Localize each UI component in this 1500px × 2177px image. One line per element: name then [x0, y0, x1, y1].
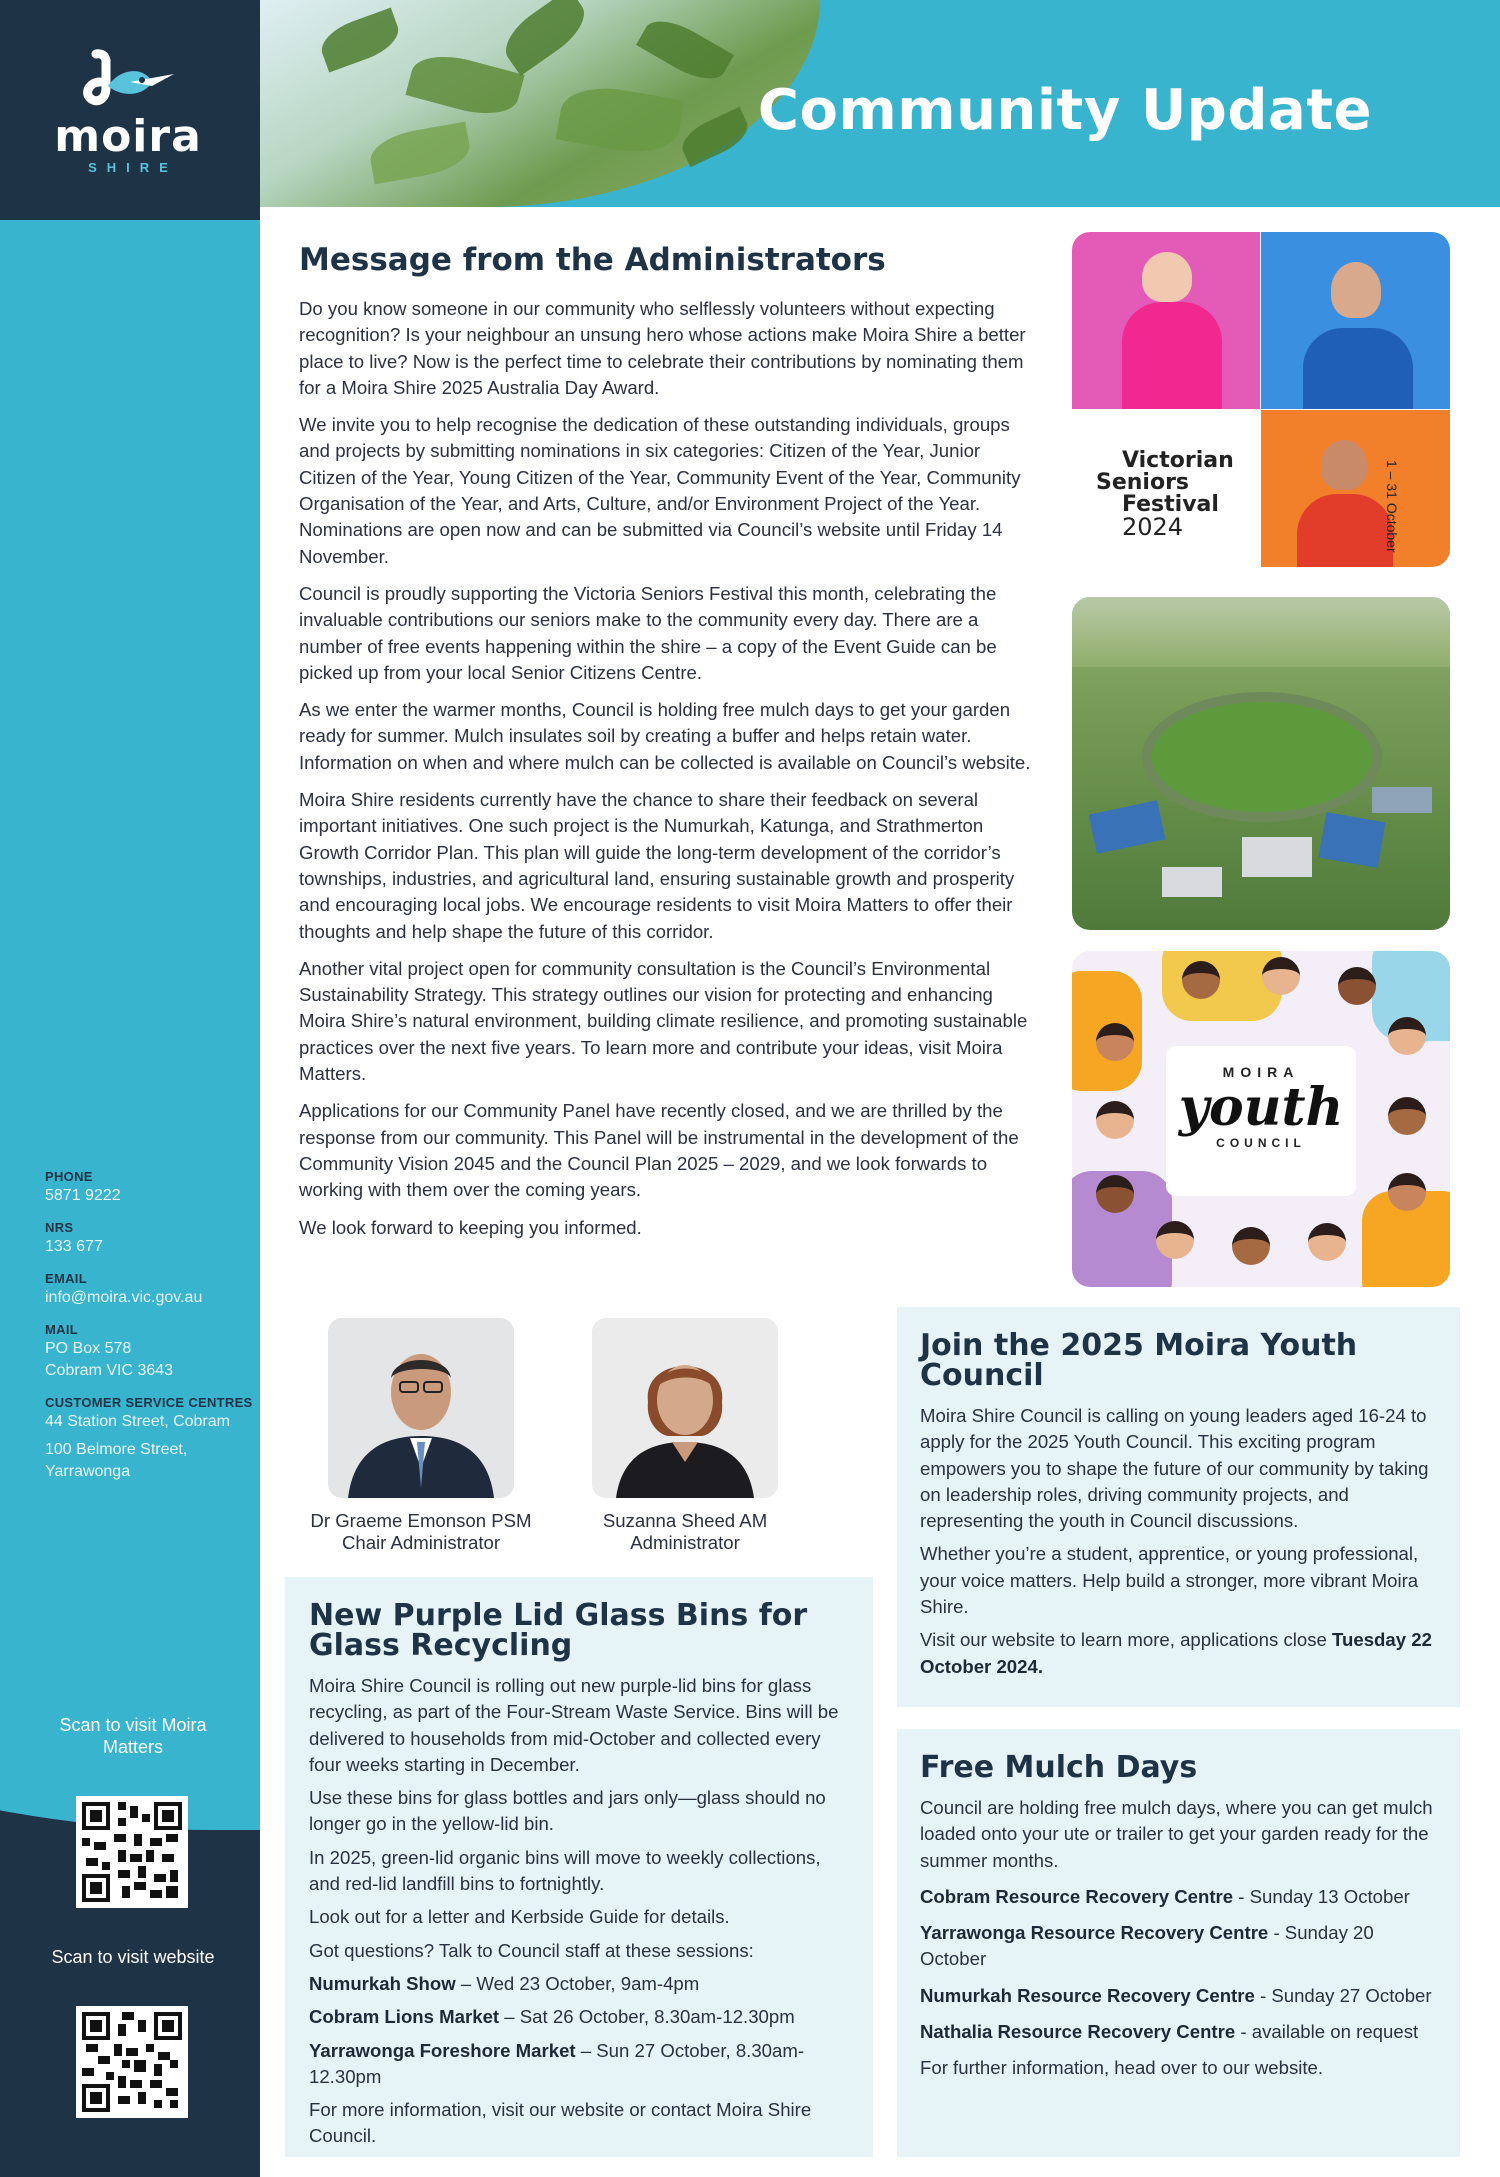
mulch-site-name: Numurkah Resource Recovery Centre [920, 1984, 1255, 2006]
youth-logo-bottom: COUNCIL [1216, 1136, 1306, 1150]
person-portrait-icon [328, 1318, 514, 1498]
admin-role: Administrator [630, 1532, 740, 1553]
section-paragraph: In 2025, green-lid organic bins will move to weekly collections, and red-lid landfill bins to fortnightly. [309, 1846, 821, 1895]
youth-logo-word: youth [1178, 1077, 1344, 1138]
website-qr-code[interactable] [76, 2006, 188, 2118]
admin-name: Suzanna Sheed AM [602, 1510, 768, 1531]
phone-number[interactable]: 5871 9222 [45, 1187, 121, 1204]
session-item [309, 1971, 851, 1997]
mulch-site [920, 1884, 1444, 1910]
session-item [309, 2038, 851, 2091]
qr-code-icon [82, 2012, 182, 2112]
section-paragraph: For further information, head over to our website. [920, 2057, 1324, 2079]
contact-label: NRS [45, 1220, 74, 1235]
scan-website-label: Scan to visit website [51, 1947, 215, 1967]
nrs-number[interactable]: 133 677 [45, 1238, 103, 1255]
section-title: Free Mulch Days [920, 1750, 1198, 1785]
mulch-site-date: - Sunday 20 October [920, 1922, 1374, 1970]
admin-card-chair [291, 1318, 551, 1554]
scan-moira-matters-label: Scan to visit Moira Matters [59, 1715, 207, 1757]
mulch-site-name: Nathalia Resource Recovery Centre [920, 2021, 1236, 2043]
article-title: Message from the Administrators [299, 242, 886, 278]
admin-name: Dr Graeme Emonson PSM [310, 1510, 532, 1531]
session-detail: – Wed 23 October, 9am-4pm [455, 1972, 700, 1994]
administrators-message [299, 240, 1039, 1252]
festival-title-line: Seniors [1096, 470, 1190, 495]
contact-label: MAIL [45, 1322, 78, 1337]
session-detail: – Sun 27 October, 8.30am-12.30pm [309, 2039, 805, 2087]
service-centre-address: 44 Station Street, Cobram [45, 1413, 230, 1430]
person-portrait-icon [592, 1318, 778, 1498]
mail-line: PO Box 578 [45, 1340, 132, 1357]
admin-card [555, 1318, 815, 1554]
article-paragraph: We look forward to keeping you informed. [299, 1216, 642, 1238]
festival-year: 2024 [1122, 513, 1184, 541]
page-title: Community Update [757, 78, 1372, 143]
youth-council-section [897, 1307, 1460, 1707]
session-item [309, 2004, 851, 2030]
article-paragraph: Council is proudly supporting the Victoria Seniors Festival this month, celebrating the invaluable contributions our seniors make to the community every day. There are a number of free events happening within the shire – a copy of the Event Guide can be picked up from your local Senior Citizens Centre. [299, 582, 997, 683]
section-title: Join the 2025 Moira Youth Council [920, 1328, 1358, 1393]
section-paragraph: Use these bins for glass bottles and jars only—glass should no longer go in the yellow-lid bin. [309, 1787, 826, 1835]
aerial-oval-photo [1072, 597, 1450, 930]
contact-label: EMAIL [45, 1271, 87, 1286]
mulch-site [920, 1983, 1444, 2009]
article-paragraph: Applications for our Community Panel have recently closed, and we are thrilled by the response from our community. This Panel will be instrumental in the development of the Community Vision 2045 and the Council Plan 2025 – 2029, and we look forwards to working with them over the coming years. [299, 1100, 1019, 1201]
service-centre-address: 100 Belmore Street, Yarrawonga [45, 1441, 188, 1480]
free-mulch-section [897, 1729, 1460, 2157]
contact-details [45, 1168, 255, 1483]
mulch-site-name: Cobram Resource Recovery Centre [920, 1885, 1234, 1907]
email-link[interactable]: info@moira.vic.gov.au [45, 1289, 203, 1306]
festival-photo-pink [1072, 232, 1260, 409]
festival-photo-blue [1261, 232, 1450, 409]
section-paragraph [920, 1627, 1444, 1680]
glass-bins-section [285, 1577, 873, 2157]
sidebar-teal-curve [0, 130, 260, 1830]
moira-matters-qr-code[interactable] [76, 1796, 188, 1908]
admin-photo [328, 1318, 514, 1498]
youth-logo-top: MOIRA [1222, 1064, 1300, 1080]
qr-code-icon [82, 1802, 182, 1902]
section-paragraph: Look out for a letter and Kerbside Guide for details. [309, 1906, 730, 1928]
close-date: Tuesday 22 October 2024. [920, 1629, 1432, 1677]
session-place: Numurkah Show [309, 1972, 456, 1994]
youth-council-graphic [1072, 951, 1450, 1287]
admin-photo [592, 1318, 778, 1498]
logo-subtitle: SHIRE [88, 160, 178, 175]
apply-text: Visit our website to learn more, applications close [920, 1629, 1327, 1651]
article-paragraph: Do you know someone in our community who selflessly volunteers without expecting recognition? Is your neighbour an unsung hero whose actions make Moira Shire a better place to live? Now is the perfect time to celebrate their contributions by nominating them for a Moira Shire 2025 Australia Day Award. [299, 298, 1026, 398]
mulch-site-date: - Sunday 13 October [1233, 1885, 1410, 1907]
tree-blossom-photo [260, 0, 820, 207]
youth-council-logo [1166, 1046, 1356, 1196]
article-paragraph: Moira Shire residents currently have the chance to share their feedback on several important initiatives. One such project is the Numurkah, Katunga, and Strathmerton Growth Corridor Plan. This plan will guide the long-term development of the corridor’s townships, industries, and agricultural land, ensuring sustainable growth and prosperity and encouraging local jobs. We encourage residents to visit Moira Matters to offer their thoughts and help shape the future of this corridor. [299, 789, 1015, 942]
seniors-festival-title [1096, 448, 1234, 541]
session-detail: – Sat 26 October, 8.30am-12.30pm [499, 2006, 795, 2028]
article-paragraph: Another vital project open for community consultation is the Council’s Environmental Sustainability Strategy. This strategy outlines our vision for protecting and enhancing Moira Shire’s natural environment, building climate resilience, and promoting sustainable practices over the next five years. To learn more and contribute your ideas, visit Moira Matters. [299, 957, 1028, 1085]
contact-label: PHONE [45, 1169, 93, 1184]
section-paragraph: Whether you’re a student, apprentice, or young professional, your voice matters. Help build a stronger, more vibrant Moira Shire. [920, 1543, 1419, 1618]
mulch-site-date: - Sunday 27 October [1254, 1984, 1432, 2006]
moira-shire-logo[interactable] [48, 48, 208, 175]
logo-wordmark: moira [54, 111, 202, 162]
mulch-site-name: Yarrawonga Resource Recovery Centre [920, 1922, 1269, 1944]
article-paragraph: As we enter the warmer months, Council is holding free mulch days to get your garden ready for summer. Mulch insulates soil by creating a buffer and helps retain water. Information on when and where mulch can be collected is available on Council’s website. [299, 699, 1031, 773]
festival-title-line: Festival [1122, 492, 1219, 517]
moira-bird-icon [78, 48, 178, 110]
session-place: Cobram Lions Market [309, 2006, 500, 2028]
admin-role: Chair Administrator [341, 1532, 501, 1553]
section-paragraph: For more information, visit our website or contact Moira Shire Council. [309, 2099, 812, 2147]
festival-dates: 1 – 31 October [1384, 460, 1400, 553]
section-paragraph: Council are holding free mulch days, where you can get mulch loaded onto your ute or trailer to get your garden ready for the summer months. [920, 1797, 1433, 1871]
mulch-site-date: - available on request [1235, 2021, 1419, 2043]
section-paragraph: Got questions? Talk to Council staff at these sessions: [309, 1939, 754, 1961]
section-title: New Purple Lid Glass Bins for Glass Recycling [309, 1598, 808, 1663]
contact-label: CUSTOMER SERVICE CENTRES [45, 1395, 253, 1410]
session-place: Yarrawonga Foreshore Market [309, 2039, 576, 2061]
mulch-site [920, 2019, 1444, 2045]
article-paragraph: We invite you to help recognise the dedication of these outstanding individuals, groups and projects by submitting nominations in six categories: Citizen of the Year, Junior Citizen of the Year, Young Citizen of the Year, Community Event of the Year, Community Organisation of the Year, and Arts, Culture, and/or Environment Project of the Year. Nominations are open now and can be submitted via Council’s website until Friday 14 November. [299, 414, 1021, 567]
page-header [260, 0, 1500, 207]
festival-photo-orange [1261, 410, 1450, 567]
mulch-site [920, 1920, 1444, 1973]
festival-title-line: Victorian [1122, 448, 1234, 473]
sidebar [0, 0, 260, 2177]
mail-line: Cobram VIC 3643 [45, 1362, 174, 1379]
section-paragraph: Moira Shire Council is rolling out new purple-lid bins for glass recycling, as part of the Four-Stream Waste Service. Bins will be delivered to households from mid-October and collected every four weeks starting in December. [309, 1675, 839, 1775]
section-paragraph: Moira Shire Council is calling on young leaders aged 16-24 to apply for the 2025 Youth Council. This exciting program empowers you to shape the future of our community by taking on leadership roles, driving community projects, and representing the youth in Council discussions. [920, 1405, 1429, 1532]
